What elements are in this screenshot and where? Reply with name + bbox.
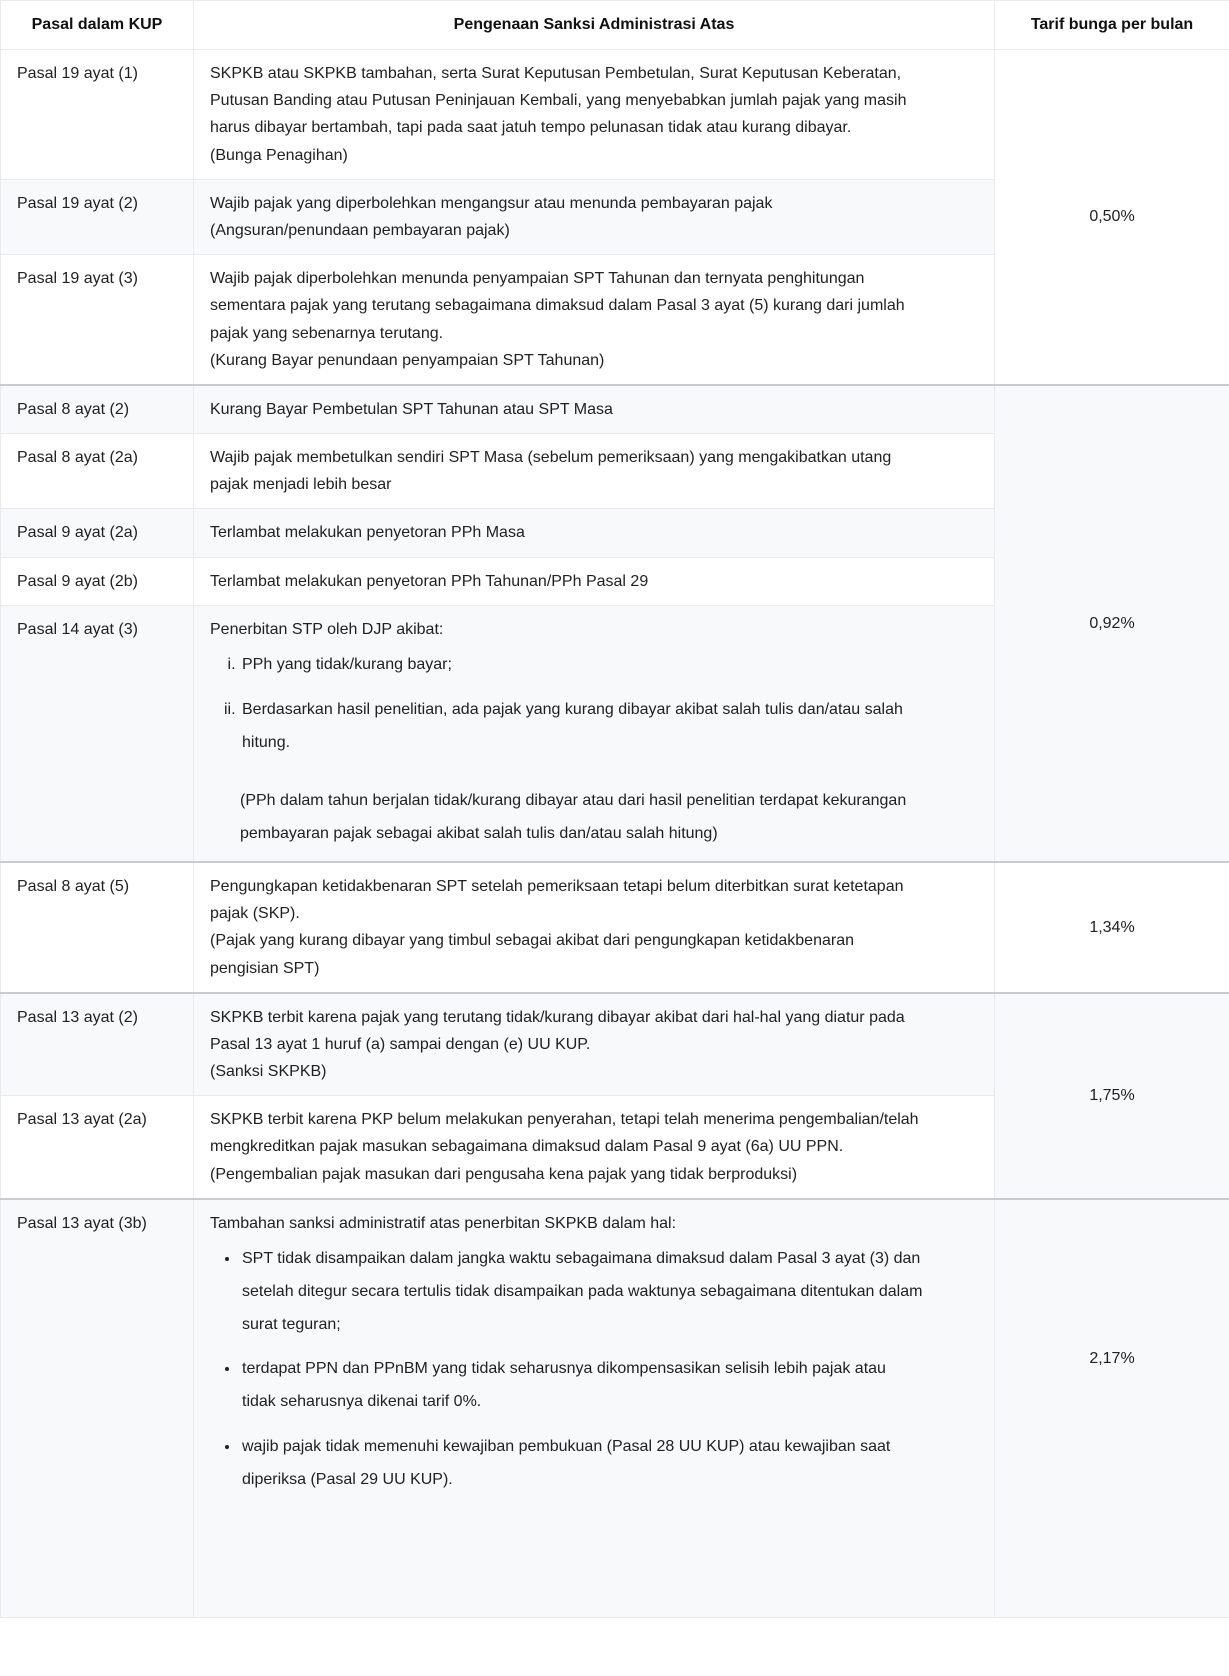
- table-row-pasal-8-2: [1, 385, 1229, 434]
- description-line: Wajib pajak diperbolehkan menunda penyampaian SPT Tahunan dan ternyata penghitungan sementara pajak yang terutang sebagaimana dimaksud dalam Pasal 3 ayat (5) kurang dari jumlah pajak yang sebenarnya terutang.: [210, 270, 905, 342]
- description-cell: [194, 50, 995, 180]
- header-row: [1, 1, 1229, 50]
- pasal-cell: Pasal 14 ayat (3): [1, 605, 194, 862]
- description-note: (Kurang Bayar penundaan penyampaian SPT Tahunan): [210, 351, 605, 369]
- rate-cell: 0,92%: [995, 385, 1229, 862]
- pasal-cell: Pasal 13 ayat (2a): [1, 1096, 194, 1199]
- description-cell: [194, 1199, 995, 1617]
- pasal-cell: Pasal 8 ayat (5): [1, 862, 194, 993]
- description-cell: [194, 605, 995, 862]
- pasal-cell: Pasal 19 ayat (2): [1, 179, 194, 254]
- description-cell: [194, 385, 995, 434]
- description-line: Terlambat melakukan penyetoran PPh Masa: [210, 524, 525, 542]
- list-item: • terdapat PPN dan PPnBM yang tidak seharusnya dikompensasikan selisih lebih pajak atau tidak seharusnya dikenai tarif 0%.: [240, 1353, 924, 1419]
- list-item: • SPT tidak disampaikan dalam jangka waktu sebagaimana dimaksud dalam Pasal 3 ayat (3) dan setelah ditegur secara tertulis tidak disampaikan pada waktunya sebagaimana ditentukan dalam surat teguran;: [240, 1243, 924, 1341]
- description-line: SKPKB atau SKPKB tambahan, serta Surat Keputusan Pembetulan, Surat Keputusan Keberatan, Putusan Banding atau Putusan Peninjauan Kembali, yang menyebabkan jumlah pajak yang masih harus dibayar bertambah, tapi pada saat jatuh tempo pelunasan tidak atau kurang dibayar.: [210, 65, 907, 137]
- rate-cell: 0,50%: [995, 50, 1229, 385]
- description-line: SKPKB terbit karena PKP belum melakukan penyerahan, tetapi telah menerima pengembalian/telah mengkreditkan pajak masukan sebagaimana dimaksud dalam Pasal 9 ayat (6a) UU PPN.: [210, 1111, 919, 1156]
- col-header-sanksi: Pengenaan Sanksi Administrasi Atas: [194, 1, 995, 50]
- description-line: SKPKB terbit karena pajak yang terutang tidak/kurang dibayar akibat dari hal-hal yang diatur pada Pasal 13 ayat 1 huruf (a) sampai dengan (e) UU KUP.: [210, 1008, 905, 1053]
- list-item: i. PPh yang tidak/kurang bayar;: [240, 649, 924, 682]
- description-intro: Tambahan sanksi administratif atas penerbitan SKPKB dalam hal:: [210, 1214, 677, 1232]
- roman-list: [210, 649, 924, 759]
- description-note: (Pajak yang kurang dibayar yang timbul sebagai akibat dari pengungkapan ketidakbenaran pengisian SPT): [210, 932, 854, 977]
- description-cell: [194, 1096, 995, 1199]
- description-note: (Angsuran/penundaan pembayaran pajak): [210, 221, 510, 239]
- table-header: [1, 1, 1229, 50]
- description-cell: [194, 993, 995, 1096]
- pasal-cell: Pasal 13 ayat (3b): [1, 1199, 194, 1617]
- description-note: (PPh dalam tahun berjalan tidak/kurang dibayar atau dari hasil penelitian terdapat kekurangan pembayaran pajak sebagai akibat salah tulis dan/atau salah hitung): [240, 792, 907, 843]
- bullet-list: [210, 1243, 924, 1497]
- description-line: Terlambat melakukan penyetoran PPh Tahunan/PPh Pasal 29: [210, 572, 649, 590]
- table-row-pasal-8-5: [1, 862, 1229, 993]
- pasal-cell: Pasal 9 ayat (2b): [1, 557, 194, 605]
- description-line: Wajib pajak yang diperbolehkan mengangsur atau menunda pembayaran pajak: [210, 194, 773, 212]
- description-cell: [194, 862, 995, 993]
- description-line: Wajib pajak membetulkan sendiri SPT Masa (sebelum pemeriksaan) yang mengakibatkan utang pajak menjadi lebih besar: [210, 449, 892, 494]
- description-cell: [194, 179, 995, 254]
- pasal-cell: Pasal 19 ayat (1): [1, 50, 194, 180]
- description-cell: [194, 557, 995, 605]
- description-line: Kurang Bayar Pembetulan SPT Tahunan atau SPT Masa: [210, 400, 613, 418]
- pasal-cell: Pasal 19 ayat (3): [1, 255, 194, 385]
- description-note: (Pengembalian pajak masukan dari pengusaha kena pajak yang tidak berproduksi): [210, 1165, 798, 1183]
- col-header-tarif: Tarif bunga per bulan: [995, 1, 1229, 50]
- description-note: (Bunga Penagihan): [210, 146, 348, 164]
- description-cell: [194, 255, 995, 385]
- rate-cell: 1,75%: [995, 993, 1229, 1199]
- description-cell: [194, 434, 995, 509]
- pasal-cell: Pasal 8 ayat (2): [1, 385, 194, 434]
- description-note: (Sanksi SKPKB): [210, 1063, 327, 1081]
- pasal-cell: Pasal 8 ayat (2a): [1, 434, 194, 509]
- description-intro: Penerbitan STP oleh DJP akibat:: [210, 620, 444, 638]
- pasal-cell: Pasal 13 ayat (2): [1, 993, 194, 1096]
- rate-cell: 1,34%: [995, 862, 1229, 993]
- table-row-pasal-13-3b: [1, 1199, 1229, 1617]
- description-line: Pengungkapan ketidakbenaran SPT setelah pemeriksaan tetapi belum diterbitkan surat ketetapan pajak (SKP).: [210, 877, 904, 923]
- description-cell: [194, 509, 995, 557]
- pasal-cell: Pasal 9 ayat (2a): [1, 509, 194, 557]
- table-row-pasal-13-2: [1, 993, 1229, 1096]
- table-row-pasal-19-1: [1, 50, 1229, 180]
- rate-cell: 2,17%: [995, 1199, 1229, 1617]
- col-header-pasal: Pasal dalam KUP: [1, 1, 194, 50]
- table-body: [1, 50, 1229, 1618]
- list-item: ii. Berdasarkan hasil penelitian, ada pajak yang kurang dibayar akibat salah tulis dan/atau salah hitung.: [240, 694, 924, 760]
- list-item: • wajib pajak tidak memenuhi kewajiban pembukuan (Pasal 28 UU KUP) atau kewajiban saat diperiksa (Pasal 29 UU KUP).: [240, 1431, 924, 1497]
